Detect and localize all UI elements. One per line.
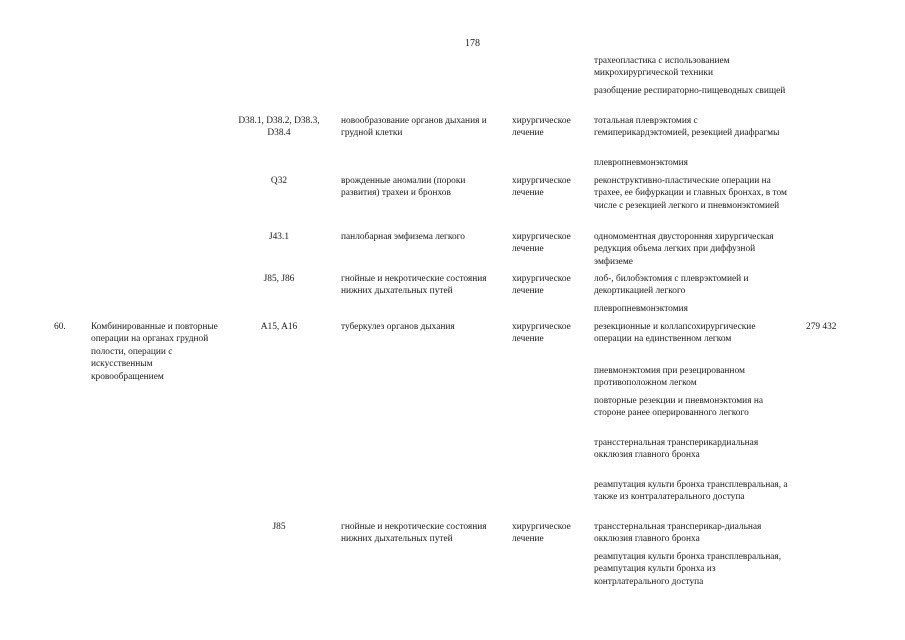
method-text: лоб-, билобэктомия с плеврэктомией и декортикацией легкого (594, 274, 749, 297)
diagnosis-text: гнойные и некротические состояния нижних дыхательных путей (341, 522, 487, 545)
diagnosis-text: туберкулез органов дыхания (341, 322, 455, 332)
mkb-codes: Q32 (270, 176, 288, 186)
mkb-codes: J85 (272, 522, 286, 532)
diagnosis-text: врожденные аномалии (пороки развития) трахеи и бронхов (341, 176, 466, 199)
method-text: реконструктивно-пластические операции на трахее, ее бифуркации и главных бронхах, в том числе с резекцией легкого и пневмонэктомией (594, 176, 787, 211)
method-text: трансстернальная трансперикардиальная окклюзия главного бронха (594, 438, 759, 461)
treatment-type: хирургическое лечение (512, 322, 571, 345)
method-text: трахеопластика с использованием микрохирургической техники (594, 56, 730, 79)
treatment-type: хирургическое лечение (512, 274, 571, 297)
method-text: резекционные и коллапсохирургические операции на единственном легком (594, 322, 756, 345)
method-text: разобщение респираторно-пищеводных свищей (594, 86, 786, 96)
row-number: 60. (54, 322, 66, 332)
method-text: реампутация культи бронха трансплевральная, а также из контралатерального доступа (594, 480, 788, 503)
diagnosis-text: гнойные и некротические состояния нижних дыхательных путей (341, 274, 487, 297)
treatment-type: хирургическое лечение (512, 176, 571, 199)
method-text: плевропневмонэктомия (594, 158, 688, 168)
method-text: одномоментная двусторонняя хирургическая редукция объема легких при диффузной эмфиземе (594, 232, 774, 267)
method-text: пневмонэктомия при резецированном противоположном легком (594, 366, 745, 389)
diagnosis-text: панлобарная эмфизема легкого (341, 232, 465, 242)
mkb-codes: J85, J86 (263, 274, 295, 284)
method-text: тотальная плеврэктомия с гемиперикардэктомией, резекцией диафрагмы (594, 116, 780, 139)
price-value: 279 432 (806, 322, 837, 332)
page-number: 178 (465, 38, 480, 49)
care-type-name: Комбинированные и повторные операции на органах грудной полости, операции с искусственным кровообращением (91, 322, 218, 382)
treatment-type: хирургическое лечение (512, 116, 571, 139)
method-text: повторные резекции и пневмонэктомия на стороне ранее оперированного легкого (594, 396, 764, 419)
treatment-type: хирургическое лечение (512, 522, 571, 545)
mkb-codes: A15, A16 (260, 322, 298, 332)
method-text: плевропневмонэктомия (594, 304, 688, 314)
method-text: трансстернальная трансперикар-диальная окклюзия главного бронха (594, 522, 762, 545)
method-text: реампутация культи бронха трансплевральная, реампутация культи бронха из контрлатерального доступа (594, 552, 782, 587)
mkb-codes: D38.1, D38.2, D38.3, D38.4 (238, 116, 320, 139)
diagnosis-text: новообразование органов дыхания и грудной клетки (341, 116, 487, 139)
treatment-type: хирургическое лечение (512, 232, 571, 255)
mkb-codes: J43.1 (268, 232, 290, 242)
